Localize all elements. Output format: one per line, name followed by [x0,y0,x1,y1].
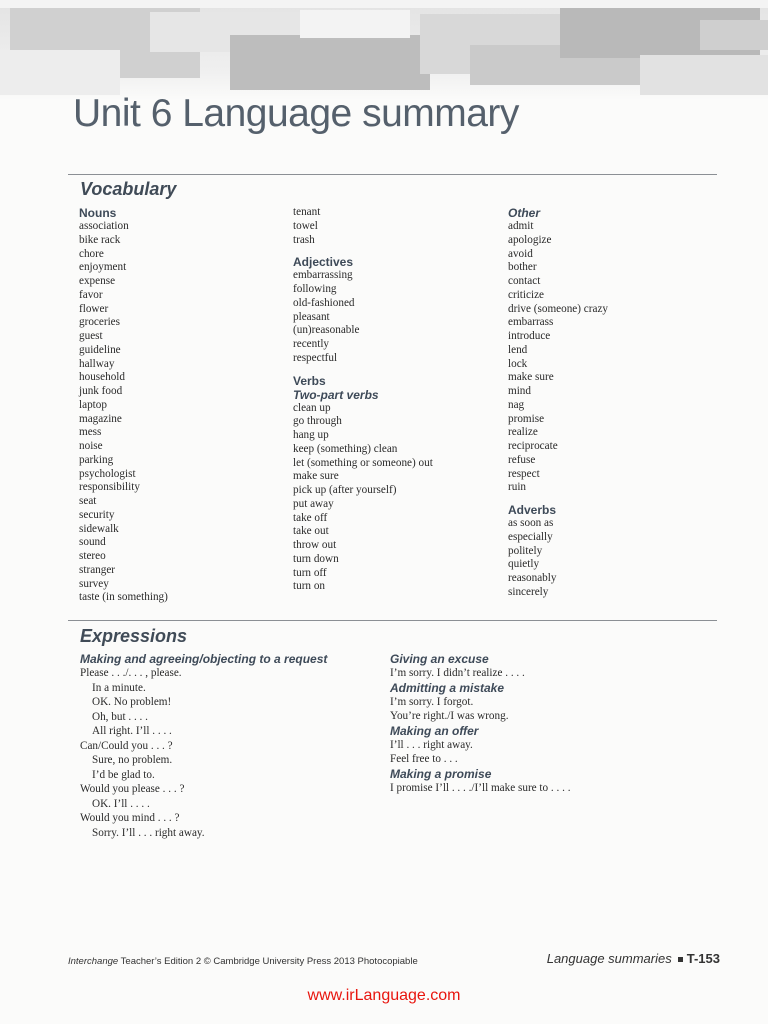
noun-item: household [79,371,125,384]
verb-item: hang up [293,429,329,441]
verb-item: take out [293,525,329,538]
expression-line: All right. I’ll . . . . [92,725,172,737]
noun-item: psychologist [79,467,136,480]
other-item: reciprocate [508,440,558,452]
footer-section: Language summaries [546,951,672,966]
noun-item: association [79,220,129,232]
noun-item: trash [293,233,315,246]
header-banner [0,0,768,100]
other-item: drive (someone) crazy [508,302,609,315]
noun-item: hallway [79,357,115,370]
adjectives-heading: Adjectives [293,255,354,270]
noun-item: stranger [79,563,116,576]
other-heading: Other [508,206,541,220]
adjective-item: pleasant [293,310,330,323]
other-item: embarrass [508,316,554,329]
request-expressions [80,652,327,840]
other-item: promise [508,412,545,425]
noun-item: laptop [79,398,107,411]
two-part-verbs-heading: Two-part verbs [293,387,379,402]
noun-item: favor [79,288,103,301]
other-item: make sure [508,371,554,384]
expression-line: Can/Could you . . . ? [80,739,173,752]
expression-line: Would you please . . . ? [80,783,185,795]
verb-item: pick up (after yourself) [293,484,397,496]
expression-line: OK. No problem! [92,696,172,708]
expression-line: I’d be glad to. [92,768,155,781]
middle-column [293,206,433,594]
nouns-heading: Nouns [79,206,117,220]
noun-item: magazine [79,412,122,425]
promise-lines [390,781,571,796]
other-item: criticize [508,288,545,301]
expression-line: You’re right./I was wrong. [390,710,509,722]
request-lines [80,666,327,840]
verb-item: put away [293,497,334,510]
expression-line: Sorry. I’ll . . . right away. [92,826,205,839]
request-heading: Making and agreeing/objecting to a request [80,652,328,666]
noun-item: stereo [79,550,106,562]
other-expressions [390,652,571,795]
offer-heading: Making an offer [390,723,479,738]
other-item: lock [508,357,528,370]
other-item: refuse [508,453,536,466]
other-item: ruin [508,481,527,494]
noun-item: responsibility [79,481,140,494]
other-item: introduce [508,330,551,342]
verb-item: keep (something) clean [293,442,398,455]
footer-credit [68,956,418,967]
noun-item: guideline [79,343,121,356]
offer-lines [390,738,571,767]
verb-item: make sure [293,470,339,483]
other-item: realize [508,426,538,439]
noun-item: flower [79,302,109,315]
square-bullet-icon [678,957,683,962]
noun-item: towel [293,219,318,232]
vocabulary-heading: Vocabulary [80,179,177,199]
expression-line: Would you mind . . . ? [80,812,180,824]
verbs-list [293,402,433,595]
noun-item: sidewalk [79,522,119,535]
footer-page-label [547,951,720,966]
website-link[interactable]: www.irLanguage.com [307,987,461,1004]
adjectives-list [293,269,433,365]
adverbs-heading: Adverbs [508,503,557,517]
middle-divider [68,620,717,621]
other-item: contact [508,275,541,287]
nouns-continued-list [293,206,433,247]
nouns-list [79,220,168,605]
expression-line: I’m sorry. I forgot. [390,695,474,708]
adjective-item: embarrassing [293,269,353,282]
noun-item: expense [79,275,116,287]
page-number: T-153 [686,951,720,966]
noun-item: bike rack [79,233,121,246]
other-item: avoid [508,247,533,260]
noun-item: guest [79,330,103,342]
footer-credit-text: Teacher’s Edition 2 © Cambridge University Press 2013 Photocopiable [118,956,418,967]
other-item: admit [508,220,534,232]
adverb-item: quietly [508,558,540,571]
verb-item: turn off [293,566,327,579]
expressions-heading: Expressions [80,626,188,646]
expression-line: I’m sorry. I didn’t realize . . . . [390,667,525,679]
promise-heading: Making a promise [390,766,492,781]
verb-item: throw out [293,539,337,551]
expression-line: Feel free to . . . [390,753,458,765]
noun-item: mess [79,426,102,439]
other-item: apologize [508,233,552,246]
noun-item: enjoyment [79,261,127,274]
adverb-item: reasonably [508,572,557,584]
page-title: Unit 6 Language summary [73,92,519,135]
other-list [508,220,608,495]
verb-item: turn on [293,580,326,593]
other-item: respect [508,467,540,480]
adverbs-list [508,517,608,600]
adverb-item: politely [508,544,543,557]
adjective-item: respectful [293,351,338,364]
noun-item: tenant [293,206,321,218]
noun-item: survey [79,577,109,590]
verbs-heading: Verbs [293,373,326,388]
expression-line: Sure, no problem. [92,754,173,766]
right-column [508,206,608,600]
verb-item: take off [293,511,328,524]
expression-line: I’ll . . . right away. [390,738,473,751]
noun-item: security [79,508,115,521]
noun-item: junk food [79,385,123,397]
expression-line: I promise I’ll . . . ./I’ll make sure to . . . . [390,781,571,794]
other-item: nag [508,398,525,411]
excuse-heading: Giving an excuse [390,652,489,666]
noun-item: groceries [79,316,120,329]
verb-item: go through [293,415,342,428]
noun-item: seat [79,495,97,507]
verb-item: clean up [293,401,331,414]
nouns-column [79,206,168,605]
verb-item: let (something or someone) out [293,456,433,469]
noun-item: parking [79,453,114,466]
mistake-lines [390,695,571,724]
expression-line: Oh, but . . . . [92,710,148,723]
excuse-lines [390,666,571,681]
noun-item: sound [79,536,106,549]
adjective-item: following [293,283,337,295]
adjective-item: old-fashioned [293,296,355,309]
expression-line: In a minute. [92,681,146,694]
noun-item: chore [79,247,104,260]
other-item: lend [508,343,528,356]
expression-line: Please . . ./. . . , please. [80,667,182,679]
top-divider [68,174,717,175]
adverb-item: especially [508,530,553,543]
adverb-item: as soon as [508,517,554,529]
mistake-heading: Admitting a mistake [390,680,505,695]
adverb-item: sincerely [508,585,549,598]
adjective-item: (un)reasonable [293,324,360,337]
other-item: bother [508,261,537,274]
adjective-item: recently [293,338,330,350]
footer-book-title: Interchange [68,956,119,967]
other-item: mind [508,385,531,397]
expression-line: OK. I’ll . . . . [92,797,150,810]
noun-item: noise [79,440,103,452]
noun-item: taste (in something) [79,591,168,604]
verb-item: turn down [293,552,339,565]
